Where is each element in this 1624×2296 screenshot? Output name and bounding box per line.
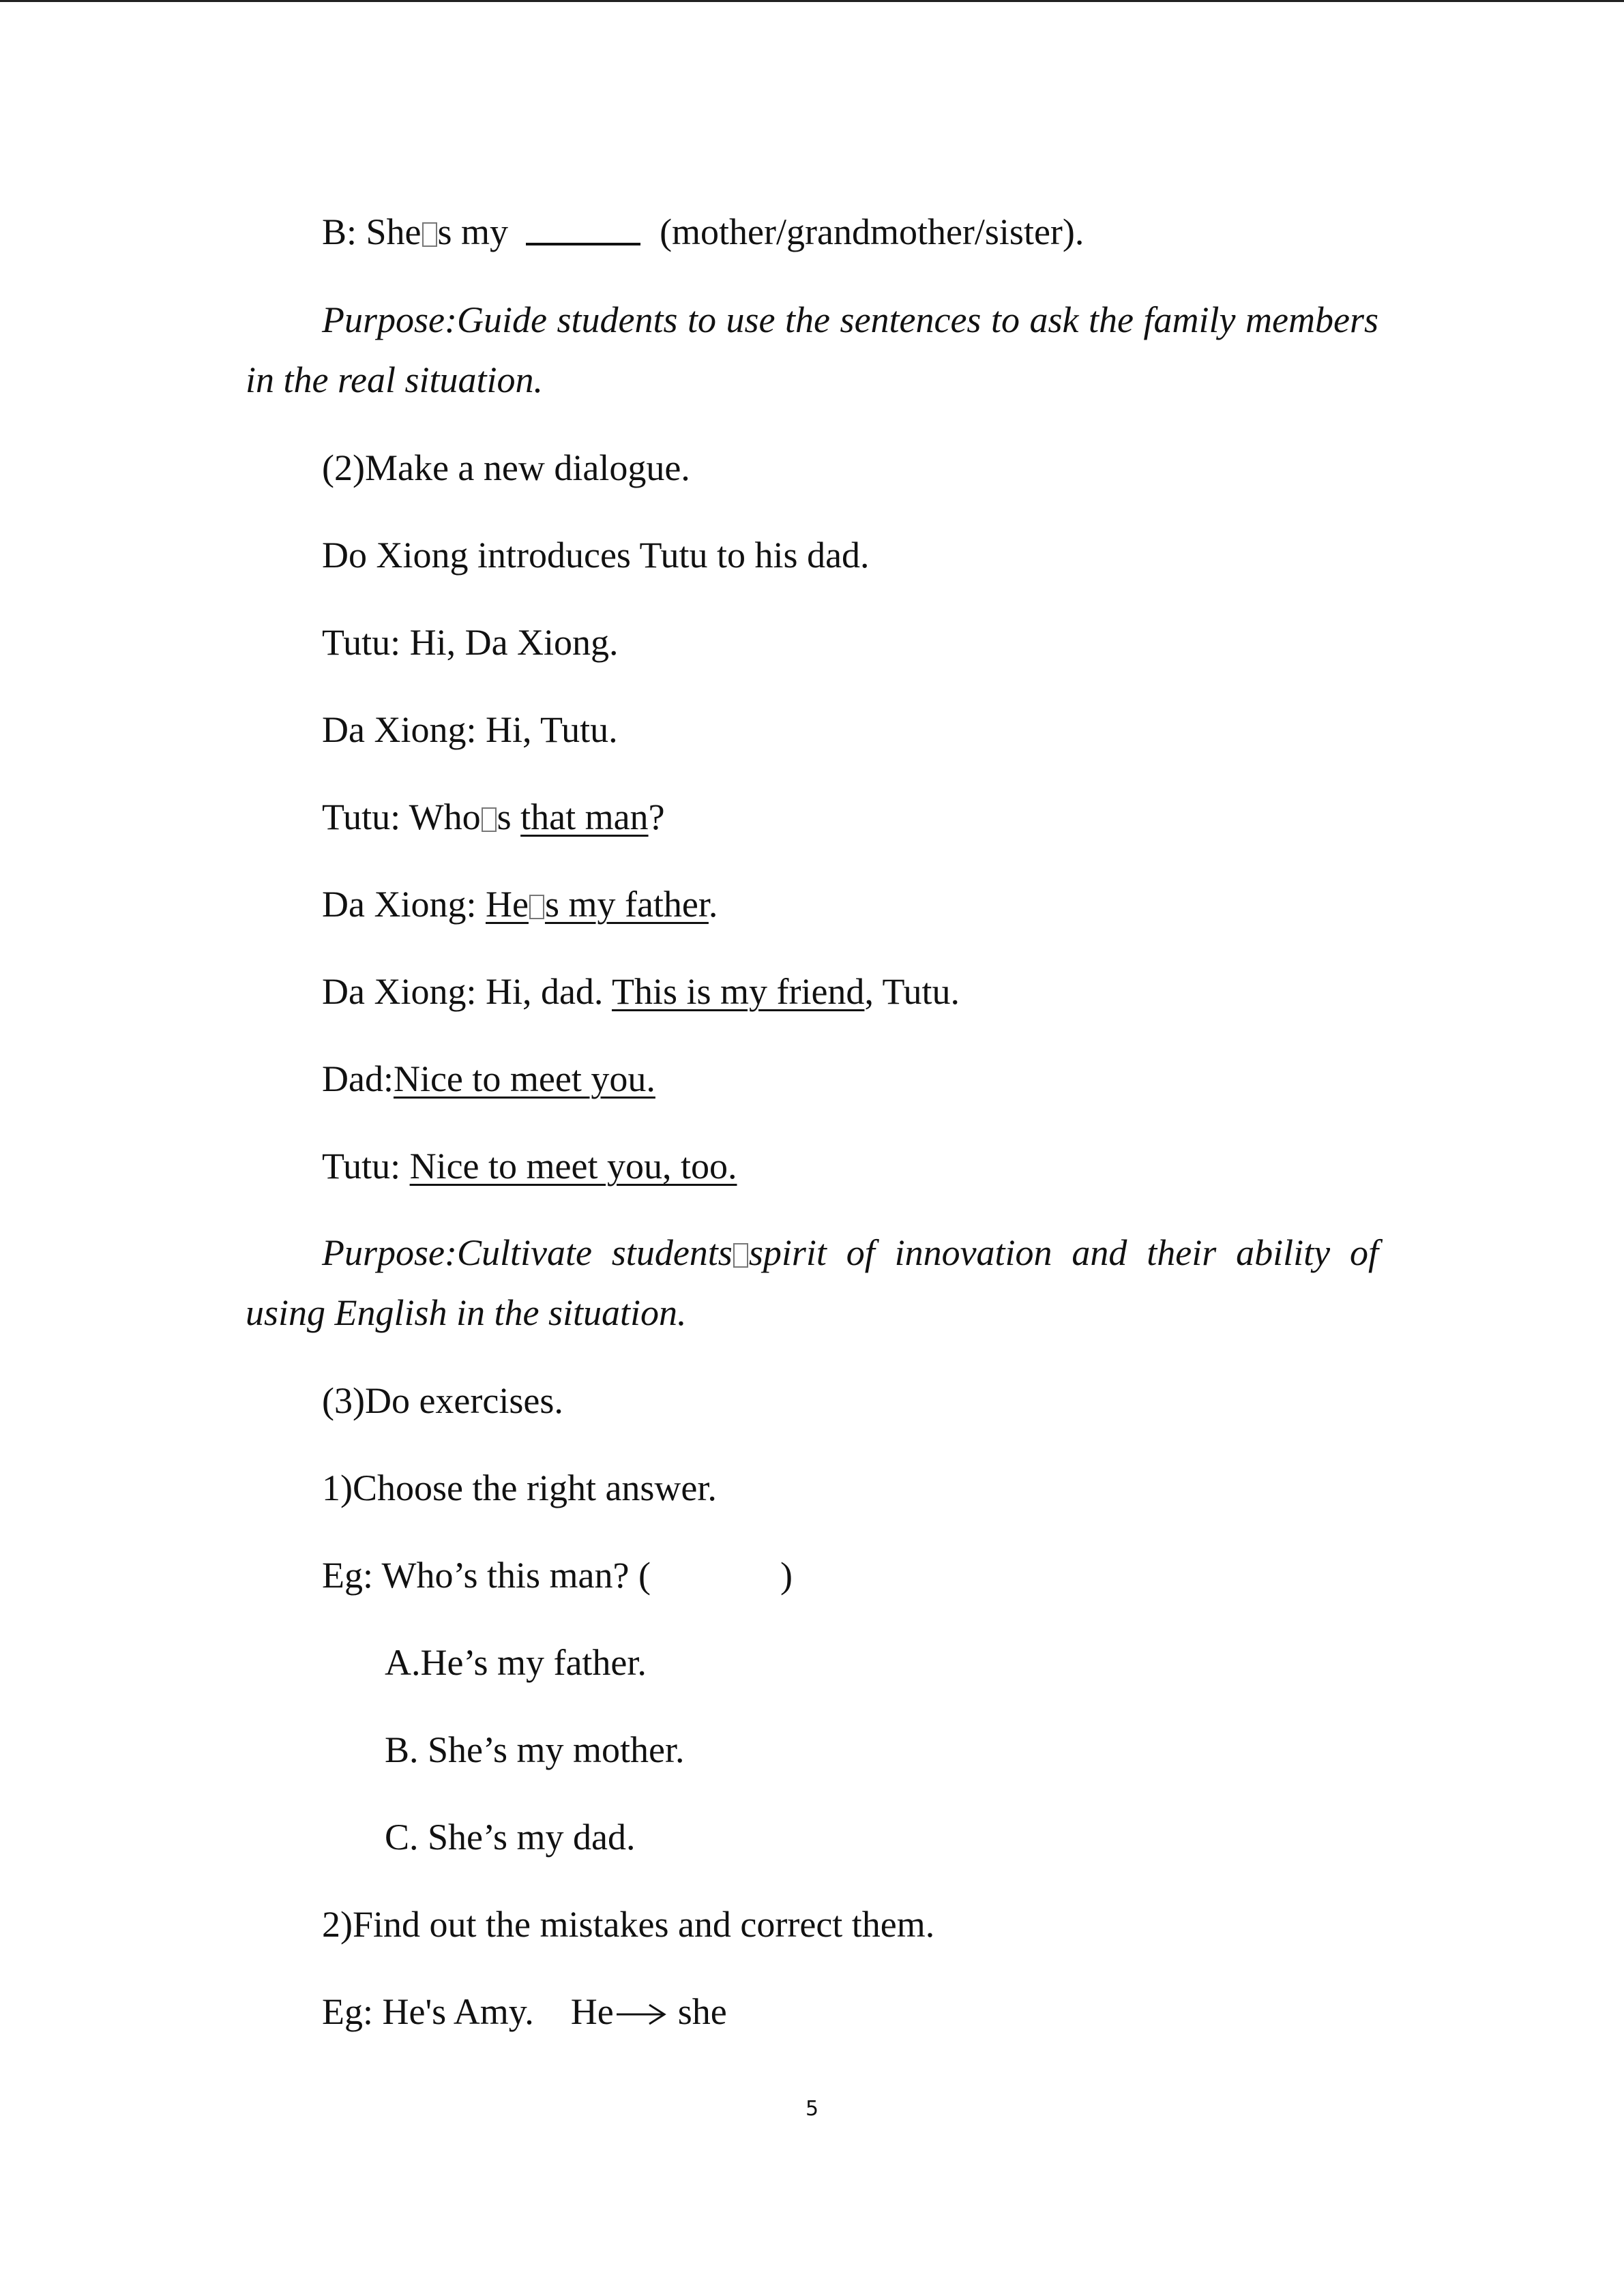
dialogue-line-7: Tutu: Nice to meet you, too. — [322, 1146, 737, 1187]
dialogue-line-1: Tutu: Hi, Da Xiong. — [322, 622, 619, 663]
option-a: A.He’s my father. — [385, 1642, 647, 1683]
sentence-b: B: She s my (mother/grandmother/sister). — [322, 211, 1084, 252]
missing-glyph-box — [422, 222, 437, 247]
exercise-1-question: Eg: Who’s this man? ( ) — [322, 1555, 793, 1596]
exercise-2-title: 2)Find out the mistakes and correct them. — [322, 1904, 935, 1945]
step-3-title: (3)Do exercises. — [322, 1380, 563, 1421]
step-2-title: (2)Make a new dialogue. — [322, 447, 690, 488]
arrow-right-icon — [615, 2001, 667, 2028]
page-top-border — [0, 0, 1624, 2]
option-b: B. She’s my mother. — [385, 1729, 685, 1770]
missing-glyph-box — [482, 807, 497, 832]
page-number: 5 — [805, 2097, 819, 2121]
exercise-2-example: Eg: He's Amy. He she — [322, 1991, 727, 2032]
option-c: C. She’s my dad. — [385, 1817, 636, 1858]
dialogue-line-6: Dad:Nice to meet you. — [322, 1058, 655, 1099]
exercise-1-title: 1)Choose the right answer. — [322, 1467, 717, 1508]
missing-glyph-box — [529, 895, 544, 919]
purpose-paragraph-2: Purpose:Cultivate students spirit of innovation and their ability of using English in the situation. — [246, 1232, 1378, 1333]
dialogue-line-2: Da Xiong: Hi, Tutu. — [322, 709, 618, 750]
dialogue-line-4: Da Xiong: He s my father. — [322, 884, 718, 925]
answer-blank — [526, 210, 640, 245]
dialogue-line-5: Da Xiong: Hi, dad. This is my friend, Tutu. — [322, 971, 960, 1012]
purpose-paragraph-1: Purpose:Guide students to use the sentences to ask the family members in the real situation. — [246, 299, 1378, 400]
dialogue-line-3: Tutu: Who s that man? — [322, 796, 665, 837]
missing-glyph-box — [733, 1243, 748, 1268]
step-2-intro: Do Xiong introduces Tutu to his dad. — [322, 535, 870, 576]
